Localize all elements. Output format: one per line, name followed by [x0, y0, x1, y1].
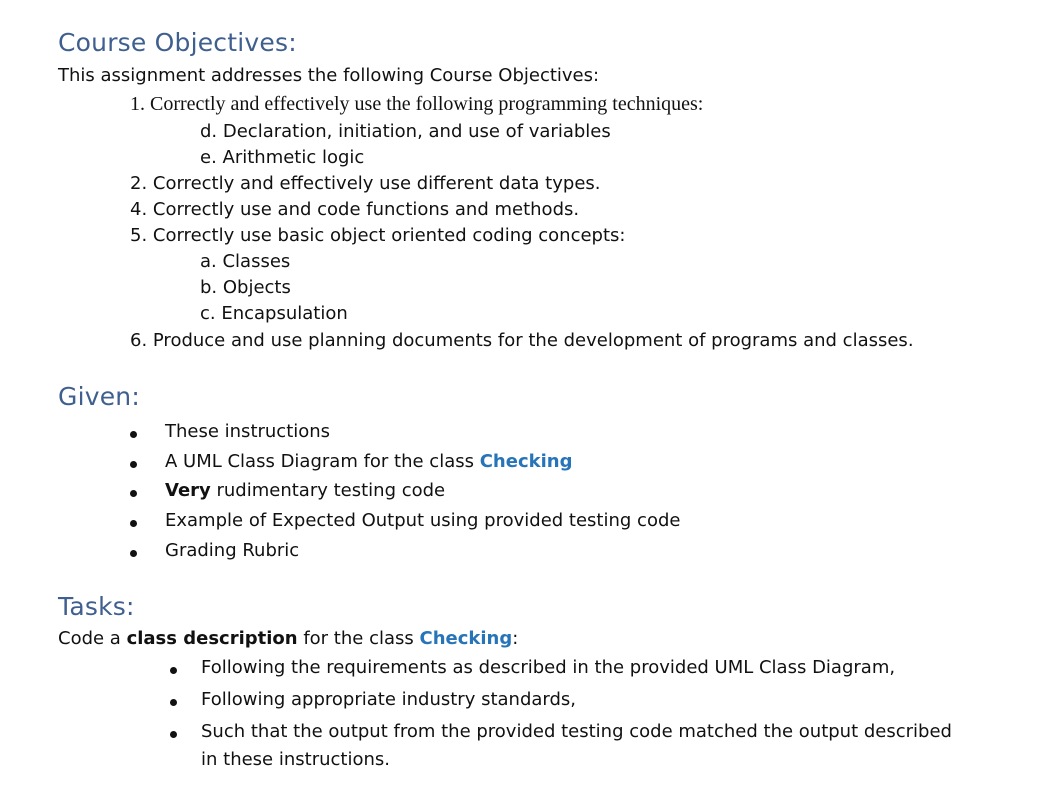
bullet-icon [170, 699, 177, 706]
bullet-icon [130, 520, 137, 527]
task-item-output-match-cont: in these instructions. [201, 749, 390, 770]
given-item-rubric: Grading Rubric [165, 540, 300, 561]
objective-subitem-d: d. Declaration, initiation, and use of variables [200, 121, 611, 142]
class-name-checking: Checking [419, 628, 513, 649]
objective-subitem-b: b. Objects [200, 277, 291, 298]
bullet-icon [170, 731, 177, 738]
objective-item-4: 4. Correctly use and code functions and methods. [130, 199, 580, 220]
given-item-instructions: These instructions [165, 421, 331, 442]
objectives-intro: This assignment addresses the following Course Objectives: [58, 65, 600, 86]
tasks-heading: Tasks: [58, 592, 135, 621]
objective-subitem-c: c. Encapsulation [200, 303, 348, 324]
tasks-intro-mid: for the class [297, 628, 420, 649]
given-item-uml [165, 451, 572, 473]
bullet-icon [130, 490, 137, 497]
task-item-output-match: Such that the output from the provided testing code matched the output described [201, 721, 952, 742]
objective-item-5: 5. Correctly use basic object oriented coding concepts: [130, 225, 626, 246]
emphasis-very: Very [165, 480, 211, 501]
class-name-checking: Checking [479, 451, 573, 472]
given-uml-text: A UML Class Diagram for the class [165, 451, 480, 472]
given-heading: Given: [58, 382, 140, 411]
task-item-uml-requirements: Following the requirements as described in the provided UML Class Diagram, [201, 657, 896, 678]
objective-item-6: 6. Produce and use planning documents for the development of programs and classes. [130, 330, 914, 351]
objective-subitem-a: a. Classes [200, 251, 291, 272]
bullet-icon [170, 667, 177, 674]
course-objectives-heading: Course Objectives: [58, 28, 297, 57]
bullet-icon [130, 431, 137, 438]
objective-subitem-e: e. Arithmetic logic [200, 147, 365, 168]
objective-item-1: 1. Correctly and effectively use the following programming techniques: [130, 93, 704, 115]
tasks-intro-post: : [512, 628, 519, 649]
bullet-icon [130, 550, 137, 557]
task-item-industry-standards: Following appropriate industry standards, [201, 689, 577, 710]
tasks-intro [58, 628, 518, 650]
tasks-intro-pre: Code a [58, 628, 127, 649]
given-item-expected-output: Example of Expected Output using provided testing code [165, 510, 681, 531]
bullet-icon [130, 461, 137, 468]
given-testing-text: rudimentary testing code [210, 480, 446, 501]
given-item-testing-code [165, 480, 445, 502]
tasks-intro-bold: class description [126, 628, 298, 649]
objective-item-2: 2. Correctly and effectively use different data types. [130, 173, 601, 194]
